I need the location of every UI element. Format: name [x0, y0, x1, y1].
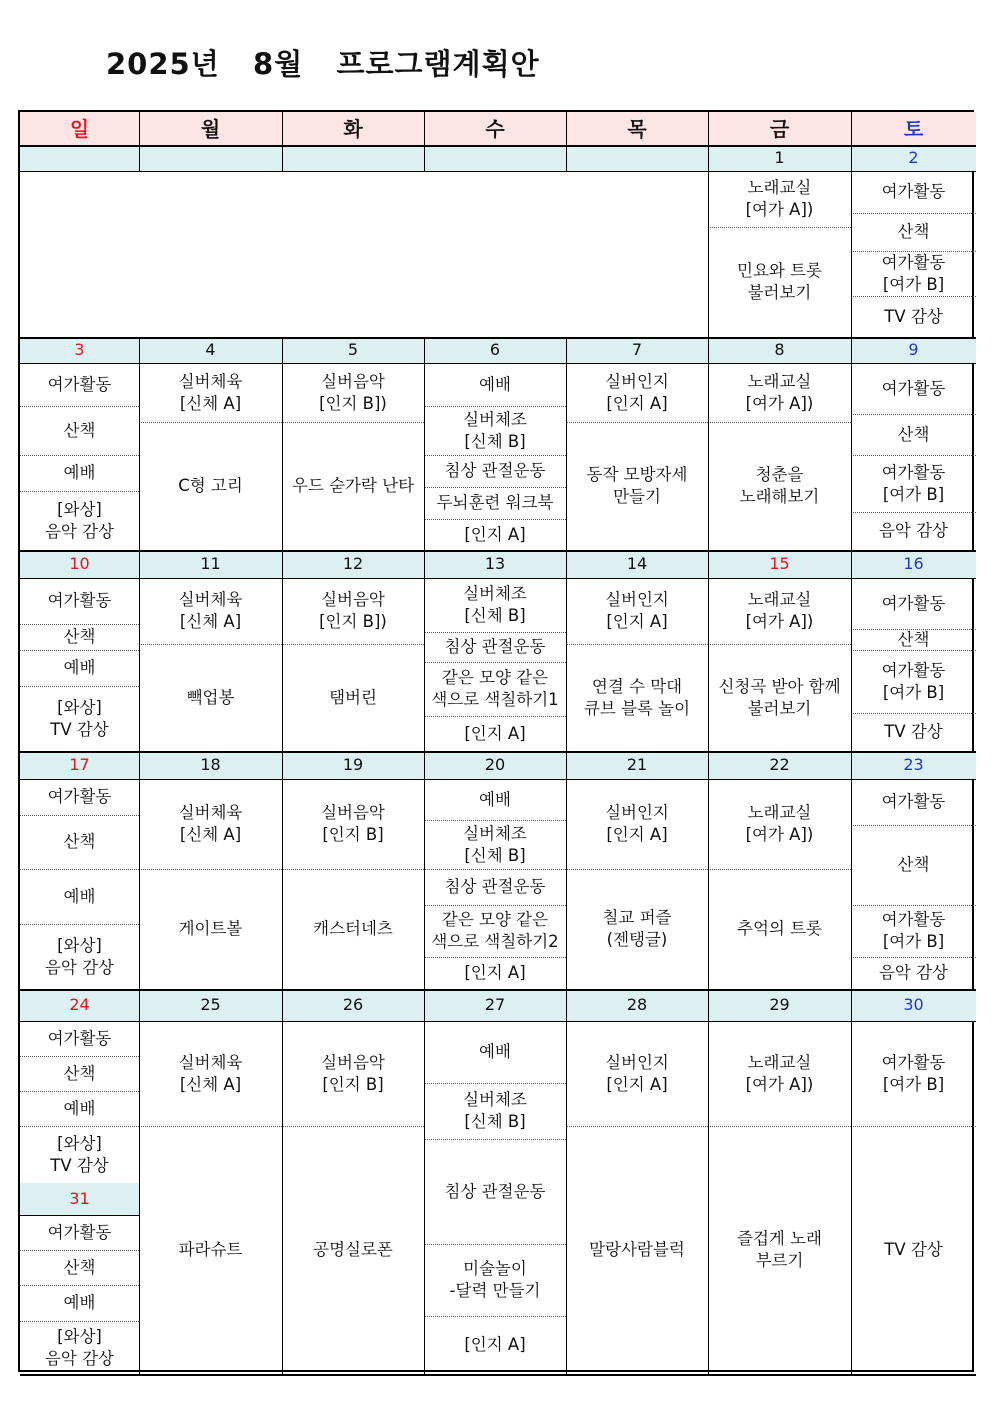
program-item: 두뇌훈련 워크북	[436, 493, 554, 512]
program-item: 여가활동 [여가 B]	[881, 1052, 946, 1094]
program-item: 여가활동 [여가 B]	[881, 252, 946, 294]
row-divider	[566, 644, 708, 645]
row-divider	[424, 1083, 566, 1084]
program-item: 여가활동	[47, 1222, 112, 1242]
date-cell	[139, 145, 282, 171]
column-divider	[708, 550, 709, 751]
program-item: 예배	[63, 658, 96, 677]
date-cell: 30	[851, 989, 976, 1021]
date-cell: 22	[708, 751, 851, 779]
program-item: 여가활동	[47, 374, 112, 394]
program-item: [와상] TV 감상	[50, 1133, 109, 1175]
row-divider	[708, 227, 851, 228]
program-item: 예배	[63, 463, 96, 482]
program-item: 산책	[63, 1257, 96, 1277]
program-item: 노래교실 [여가 A])	[745, 178, 814, 219]
date-cell	[20, 145, 139, 171]
weekday-header-7: 토	[851, 112, 976, 145]
column-divider	[851, 145, 852, 337]
program-item: [인지 A]	[464, 963, 526, 982]
column-divider	[851, 989, 852, 1374]
program-item: 여가활동 [여가 B]	[881, 910, 946, 951]
column-divider	[851, 550, 852, 751]
row-divider	[20, 1126, 139, 1127]
program-item: 여가활동	[47, 591, 112, 610]
column-divider	[282, 989, 283, 1374]
column-divider	[566, 989, 567, 1374]
program-item: TV 감상	[884, 306, 943, 326]
row-divider	[851, 213, 976, 214]
column-divider	[424, 550, 425, 751]
page-title: 2025년 8월 프로그램계획안	[106, 47, 540, 81]
row-divider	[851, 713, 976, 714]
row-divider	[139, 869, 282, 870]
date-cell: 3	[20, 337, 139, 363]
column-divider	[566, 337, 567, 550]
column-divider	[139, 337, 140, 550]
date-cell: 15	[708, 550, 851, 578]
weekday-header-2: 월	[139, 112, 282, 145]
row-divider	[424, 406, 566, 407]
program-item: 말랑사람블럭	[589, 1240, 685, 1259]
date-cell: 18	[139, 751, 282, 779]
date-cell: 5	[282, 337, 424, 363]
row-divider	[708, 869, 851, 870]
program-item: 음악 감상	[878, 963, 948, 982]
program-item: 탬버린	[329, 687, 377, 707]
row-divider	[20, 491, 139, 492]
program-item: 노래교실 [여가 A])	[745, 1052, 814, 1094]
column-divider	[282, 751, 283, 989]
program-item: 파라슈트	[178, 1240, 243, 1259]
program-item: 실버체육 [신체 A]	[178, 1052, 243, 1094]
row-divider	[424, 1139, 566, 1140]
date-cell: 9	[851, 337, 976, 363]
row-divider	[851, 957, 976, 958]
row-divider	[851, 512, 976, 513]
date-cell: 17	[20, 751, 139, 779]
row-divider	[20, 1056, 139, 1057]
row-divider	[851, 650, 976, 651]
column-divider	[566, 145, 567, 171]
column-divider	[708, 337, 709, 550]
program-item: 예배	[479, 374, 511, 394]
program-item: [와상] TV 감상	[50, 697, 109, 739]
program-item: 실버체조 [신체 B]	[463, 1090, 527, 1131]
row-divider	[20, 1091, 139, 1092]
program-item: [인지 A]	[464, 723, 526, 743]
date-cell: 29	[708, 989, 851, 1021]
program-item: 침상 관절운동	[444, 637, 546, 656]
row-divider	[139, 1126, 282, 1127]
program-item: 산책	[63, 832, 96, 851]
row-divider	[20, 406, 139, 407]
row-divider	[424, 820, 566, 821]
column-divider	[566, 550, 567, 751]
date-cell: 24	[20, 989, 139, 1021]
row-divider	[424, 905, 566, 906]
date-cell: 10	[20, 550, 139, 578]
date-cell: 26	[282, 989, 424, 1021]
column-divider	[139, 989, 140, 1374]
program-item: 예배	[479, 1042, 511, 1061]
program-item: 실버인지 [인지 A]	[605, 371, 669, 413]
row-divider	[20, 686, 139, 687]
program-item: 실버음악 [인지 B])	[319, 590, 387, 631]
program-item: 공명실로폰	[313, 1240, 393, 1259]
row-divider	[851, 414, 976, 415]
program-item: 예배	[63, 1098, 96, 1118]
row-divider	[851, 629, 976, 630]
row-divider	[424, 1316, 566, 1317]
row-divider	[851, 251, 976, 252]
program-item: 추억의 트롯	[737, 919, 822, 938]
row-divider	[20, 924, 139, 925]
program-item: 여가활동	[47, 787, 112, 806]
row-divider	[851, 905, 976, 906]
row-divider	[20, 1250, 139, 1251]
column-divider	[282, 550, 283, 751]
row-divider	[424, 487, 566, 488]
program-item: 게이트볼	[178, 919, 243, 938]
program-item: [인지 A]	[464, 1335, 526, 1354]
row-divider	[20, 624, 139, 625]
date-cell	[282, 145, 424, 171]
date-cell: 13	[424, 550, 566, 578]
row-divider	[566, 869, 708, 870]
program-item: [인지 A]	[464, 524, 526, 544]
program-item: 실버음악 [인지 B])	[319, 371, 387, 413]
row-divider	[424, 519, 566, 520]
row-divider	[424, 632, 566, 633]
column-divider	[566, 751, 567, 989]
date-cell: 8	[708, 337, 851, 363]
program-item: 우드 숟가락 난타	[291, 476, 415, 495]
row-divider	[20, 1285, 139, 1286]
program-item: 산책	[897, 855, 930, 874]
program-item: [와상] 음악 감상	[44, 499, 114, 541]
column-divider	[708, 751, 709, 989]
program-item: 여가활동	[881, 182, 946, 201]
program-item: 침상 관절운동	[444, 1181, 546, 1201]
row-divider	[20, 337, 976, 339]
weekday-header-6: 금	[708, 112, 851, 145]
row-divider	[424, 957, 566, 958]
program-item: 청춘을 노래해보기	[739, 465, 820, 506]
row-divider	[20, 455, 139, 456]
row-divider	[20, 550, 976, 552]
date-cell: 31	[20, 1183, 139, 1215]
program-item: 같은 모양 같은 색으로 색칠하기1	[431, 668, 559, 709]
program-item: 신청곡 받아 함께 불러보기	[718, 676, 841, 718]
row-divider	[424, 716, 566, 717]
row-divider	[424, 869, 566, 870]
program-item: TV 감상	[884, 722, 943, 741]
row-divider	[282, 869, 424, 870]
program-item: 실버체육 [신체 A]	[178, 371, 243, 413]
date-cell	[424, 145, 566, 171]
program-item: 미술놀이 -달력 만들기	[449, 1259, 541, 1300]
date-cell: 25	[139, 989, 282, 1021]
column-divider	[851, 337, 852, 550]
column-divider	[708, 145, 709, 337]
program-item: 여가활동	[881, 378, 946, 398]
program-item: 동작 모방자세 만들기	[586, 465, 688, 506]
date-cell: 28	[566, 989, 708, 1021]
program-item: 여가활동 [여가 B]	[881, 660, 946, 702]
program-item: 여가활동 [여가 B]	[881, 462, 946, 504]
row-divider	[20, 1321, 139, 1322]
column-divider	[424, 145, 425, 171]
program-item: 칠교 퍼즐 (젠탱글)	[602, 908, 672, 949]
row-divider	[282, 422, 424, 423]
row-divider	[20, 869, 139, 870]
program-item: 노래교실 [여가 A])	[745, 590, 814, 631]
date-cell: 23	[851, 751, 976, 779]
program-item: 빽업봉	[186, 687, 235, 707]
date-cell: 2	[851, 145, 976, 171]
program-item: 여가활동	[881, 593, 946, 613]
row-divider	[851, 455, 976, 456]
column-divider	[282, 337, 283, 550]
column-divider	[139, 751, 140, 989]
program-item: 실버음악 [인지 B]	[321, 803, 385, 844]
program-item: 실버인지 [인지 A]	[605, 590, 669, 631]
program-item: 산책	[897, 222, 930, 241]
program-item: 실버인지 [인지 A]	[605, 803, 669, 844]
row-divider	[20, 1374, 976, 1376]
row-divider	[566, 422, 708, 423]
row-divider	[139, 422, 282, 423]
program-item: 실버체육 [신체 A]	[178, 803, 243, 844]
program-item: 즐겁게 노래 부르기	[737, 1229, 822, 1270]
program-item: 침상 관절운동	[444, 461, 546, 480]
row-divider	[139, 644, 282, 645]
date-cell: 21	[566, 751, 708, 779]
program-item: 산책	[63, 420, 96, 440]
row-divider	[20, 815, 139, 816]
row-divider	[851, 296, 976, 297]
program-item: 실버체조 [신체 B]	[463, 823, 527, 865]
row-divider	[708, 422, 851, 423]
program-item: 실버체조 [신체 B]	[463, 584, 527, 625]
row-divider	[424, 662, 566, 663]
program-item: 노래교실 [여가 A])	[745, 803, 814, 844]
weekday-header-1: 일	[20, 112, 139, 145]
date-cell: 11	[139, 550, 282, 578]
program-item: 예배	[479, 789, 511, 809]
program-item: 여가활동	[47, 1028, 112, 1048]
program-item: 캐스터네츠	[313, 919, 393, 938]
program-item: 노래교실 [여가 A])	[745, 371, 814, 413]
row-divider	[282, 1126, 424, 1127]
program-item: 산책	[63, 1063, 96, 1083]
row-divider	[20, 751, 976, 753]
program-item: 같은 모양 같은 색으로 색칠하기2	[431, 910, 559, 951]
date-cell: 20	[424, 751, 566, 779]
calendar-grid	[18, 110, 974, 1372]
program-item: [와상] 음악 감상	[44, 1326, 114, 1368]
date-cell: 1	[708, 145, 851, 171]
date-cell: 7	[566, 337, 708, 363]
program-item: 실버인지 [인지 A]	[605, 1052, 669, 1094]
row-divider	[424, 1244, 566, 1245]
row-divider	[20, 650, 139, 651]
weekday-header-4: 수	[424, 112, 566, 145]
program-item: 실버체육 [신체 A]	[178, 590, 243, 631]
date-cell: 27	[424, 989, 566, 1021]
row-divider	[851, 1126, 976, 1127]
column-divider	[139, 145, 140, 171]
program-item: 산책	[63, 627, 96, 646]
column-divider	[424, 989, 425, 1374]
weekday-header-5: 목	[566, 112, 708, 145]
row-divider	[424, 455, 566, 456]
program-item: TV 감상	[884, 1240, 943, 1259]
program-item: 산책	[897, 629, 930, 649]
program-item: 침상 관절운동	[444, 877, 546, 896]
program-item: 실버체조 [신체 B]	[463, 409, 527, 451]
row-divider	[566, 1126, 708, 1127]
row-divider	[708, 1126, 851, 1127]
date-cell: 4	[139, 337, 282, 363]
row-divider	[20, 145, 976, 146]
row-divider	[282, 644, 424, 645]
date-cell	[566, 145, 708, 171]
date-cell: 16	[851, 550, 976, 578]
program-item: 연결 수 막대 큐브 블록 놀이	[583, 676, 691, 718]
row-divider	[20, 989, 976, 991]
date-cell: 12	[282, 550, 424, 578]
row-divider	[851, 825, 976, 826]
program-item: C형 고리	[178, 476, 243, 495]
column-divider	[424, 751, 425, 989]
column-divider	[282, 145, 283, 171]
program-item: 여가활동	[881, 792, 946, 811]
weekday-header-3: 화	[282, 112, 424, 145]
column-divider	[424, 337, 425, 550]
date-cell: 6	[424, 337, 566, 363]
program-item: 음악 감상	[878, 521, 948, 540]
program-item: 예배	[63, 886, 96, 906]
program-item: 실버음악 [인지 B]	[321, 1052, 385, 1094]
program-item: 민요와 트롯 불러보기	[737, 261, 822, 302]
program-item: [와상] 음악 감상	[44, 935, 114, 977]
program-item: 예배	[63, 1293, 96, 1312]
column-divider	[851, 751, 852, 989]
program-item: 산책	[897, 424, 930, 444]
column-divider	[139, 550, 140, 751]
date-cell: 19	[282, 751, 424, 779]
row-divider	[708, 644, 851, 645]
column-divider	[708, 989, 709, 1374]
date-cell: 14	[566, 550, 708, 578]
